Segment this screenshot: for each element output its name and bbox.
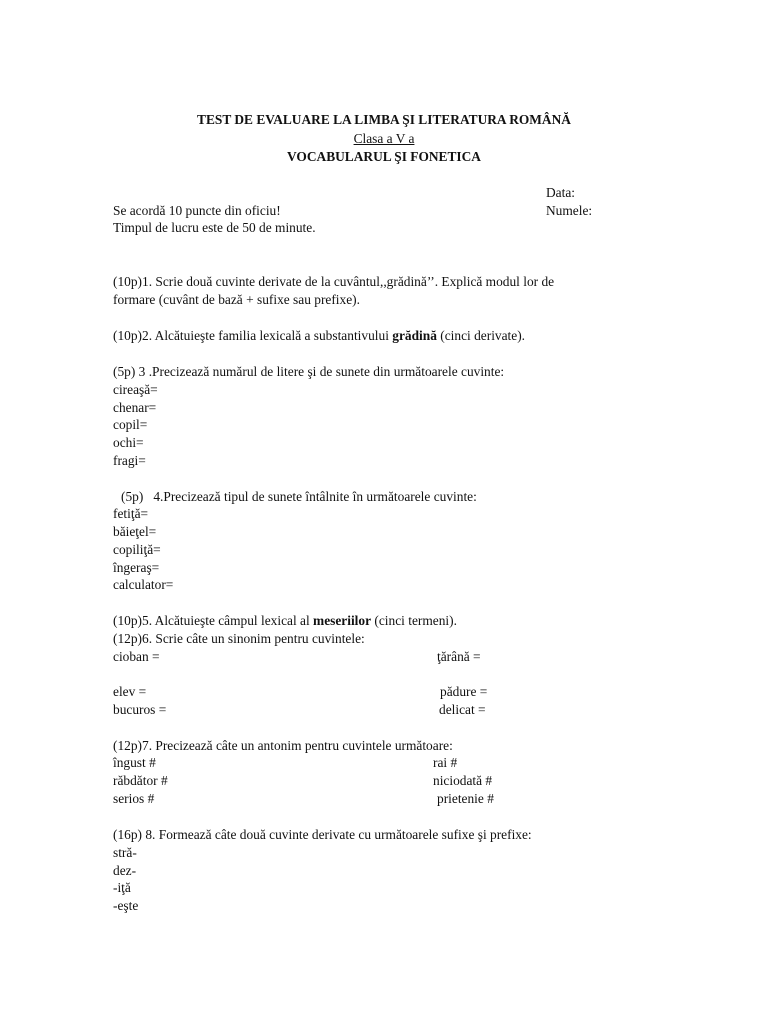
q3-item: chenar= [113, 400, 157, 415]
q2-bold-word: grădină [392, 328, 437, 343]
name-label: Numele: [546, 203, 593, 218]
q8-item: stră- [113, 845, 137, 860]
class-label: Clasa a V a [353, 131, 415, 146]
q3-item: ochi= [113, 435, 144, 450]
q6-right-item: delicat = [439, 702, 486, 717]
q8-item: -eşte [113, 898, 139, 913]
date-label: Data: [546, 185, 575, 200]
points-note: Se acordă 10 puncte din oficiu! [113, 203, 281, 218]
q4-item: fetiţă= [113, 506, 149, 521]
q3-text: (5p) 3 .Precizează numărul de litere şi de sunete din următoarele cuvinte: [113, 364, 505, 379]
q7-left-item: răbdător # [113, 773, 168, 788]
q7-text: (12p)7. Precizează câte un antonim pentru cuvintele următoare: [113, 738, 453, 753]
time-note: Timpul de lucru este de 50 de minute. [113, 220, 316, 235]
q5-bold-word: meseriilor [313, 613, 372, 628]
q5-text [113, 612, 457, 629]
q6-left-item: bucuros = [113, 702, 167, 717]
q3-item: cireaşă= [113, 382, 158, 397]
test-title: TEST DE EVALUARE LA LIMBA ŞI LITERATURA ROMÂNĂ [197, 112, 571, 127]
q7-left-item: îngust # [113, 755, 156, 770]
q4-item: îngeraş= [113, 560, 160, 575]
q4-item: calculator= [113, 577, 174, 592]
test-subtitle: VOCABULARUL ŞI FONETICA [287, 149, 481, 164]
q4-item: copiliţă= [113, 542, 161, 557]
q1-line2: formare (cuvânt de bază + sufixe sau prefixe). [113, 292, 360, 307]
q6-left-item: cioban = [113, 649, 160, 664]
q6-right-item: ţărână = [437, 649, 481, 664]
q5-before: (10p)5. Alcătuieşte câmpul lexical al [113, 613, 314, 628]
q8-item: dez- [113, 863, 137, 878]
q7-left-item: serios # [113, 791, 155, 806]
q8-item: -iţă [113, 880, 131, 895]
q7-right-item: niciodată # [433, 773, 493, 788]
q5-after: (cinci termeni). [371, 613, 457, 628]
q8-text: (16p) 8. Formează câte două cuvinte derivate cu următoarele sufixe şi prefixe: [113, 827, 532, 842]
q3-item: copil= [113, 417, 148, 432]
q6-left-item: elev = [113, 684, 147, 699]
q1-line1: (10p)1. Scrie două cuvinte derivate de la cuvântul,,grădină’’. Explică modul lor de [113, 274, 555, 289]
q7-right-item: rai # [433, 755, 458, 770]
q7-right-item: prietenie # [437, 791, 494, 806]
q6-text: (12p)6. Scrie câte un sinonim pentru cuvintele: [113, 631, 365, 646]
q6-right-item: pădure = [440, 684, 488, 699]
q4-text: (5p) 4.Precizează tipul de sunete întâlnite în următoarele cuvinte: [121, 489, 477, 504]
q3-item: fragi= [113, 453, 146, 468]
q2-before: (10p)2. Alcătuieşte familia lexicală a substantivului [113, 328, 393, 343]
q4-item: băieţel= [113, 524, 157, 539]
q2-text [113, 327, 525, 344]
q2-after: (cinci derivate). [436, 328, 526, 343]
